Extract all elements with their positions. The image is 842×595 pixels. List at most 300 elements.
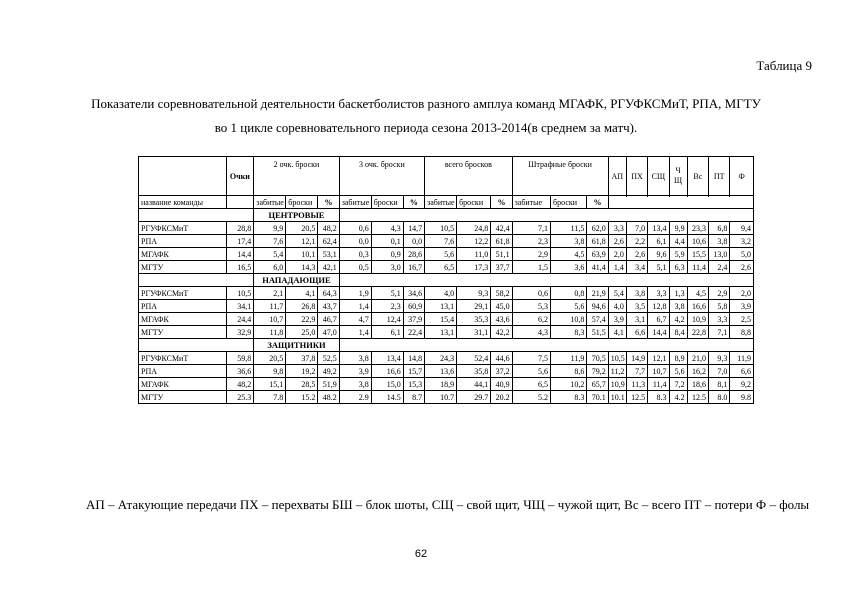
value-cell: 51,9 [318, 378, 339, 391]
caption-line-1: Показатели соревновательной деятельности баскетболистов разного амплуа команд МГАФК, РГУФКСМиТ, РПА, МГТУ [91, 96, 761, 111]
value-cell: 2,0 [608, 248, 626, 261]
value-cell: 6,0 [254, 261, 286, 274]
value-cell: 11,8 [254, 326, 286, 339]
value-cell: 48.2 [318, 391, 339, 404]
value-cell: 12,8 [648, 300, 669, 313]
value-cell: 7.8 [254, 391, 286, 404]
value-cell: 31,1 [457, 326, 491, 339]
table-row [139, 365, 754, 378]
section-header-row [139, 274, 754, 287]
value-cell: 11,7 [254, 300, 286, 313]
subheader-made: забитые [254, 196, 286, 209]
value-cell: 1,4 [339, 300, 371, 313]
value-cell: 10,6 [687, 235, 708, 248]
value-cell: 7,0 [709, 365, 730, 378]
subheader-blank [226, 196, 254, 209]
value-cell: 13,1 [425, 300, 457, 313]
value-cell: 62,4 [318, 235, 339, 248]
value-cell: 7,7 [626, 365, 647, 378]
value-cell: 21,0 [687, 352, 708, 365]
value-cell: 20,5 [286, 222, 318, 235]
value-cell: 48,2 [318, 222, 339, 235]
value-cell: 20,5 [254, 352, 286, 365]
value-cell: 12,1 [648, 352, 669, 365]
value-cell: 20.2 [491, 391, 512, 404]
value-cell: 5,8 [709, 300, 730, 313]
value-cell: 5.2 [512, 391, 550, 404]
value-cell: 7,6 [254, 235, 286, 248]
value-cell: 2,3 [371, 300, 403, 313]
value-cell: 12.5 [626, 391, 647, 404]
value-cell: 59,8 [226, 352, 254, 365]
value-cell: 24,3 [425, 352, 457, 365]
value-cell: 2,9 [512, 248, 550, 261]
table-row [139, 235, 754, 248]
value-cell: 6,6 [730, 365, 754, 378]
value-cell: 3,8 [339, 352, 371, 365]
value-cell: 6,2 [512, 313, 550, 326]
value-cell: 3,2 [730, 235, 754, 248]
value-cell: 36,6 [226, 365, 254, 378]
value-cell: 17,4 [226, 235, 254, 248]
team-name-cell: МГТУ [139, 261, 227, 274]
value-cell: 43,7 [318, 300, 339, 313]
value-cell: 14,8 [403, 352, 424, 365]
value-cell: 57,4 [587, 313, 608, 326]
value-cell: 12,1 [286, 235, 318, 248]
section-header-row [139, 339, 754, 352]
team-name-cell: МГАФК [139, 378, 227, 391]
value-cell: 44,1 [457, 378, 491, 391]
value-cell: 58,2 [491, 287, 512, 300]
value-cell: 16,6 [687, 300, 708, 313]
value-cell: 7,0 [626, 222, 647, 235]
team-name-cell: РПА [139, 235, 227, 248]
value-cell: 46,7 [318, 313, 339, 326]
table-row [139, 378, 754, 391]
value-cell: 3,9 [339, 365, 371, 378]
value-cell: 21,9 [587, 287, 608, 300]
value-cell: 0,8 [551, 287, 587, 300]
value-cell: 2,1 [254, 287, 286, 300]
section-title: ЦЕНТРОВЫЕ [254, 209, 339, 222]
value-cell: 5,4 [608, 287, 626, 300]
value-cell: 9,6 [648, 248, 669, 261]
value-cell: 5,6 [425, 248, 457, 261]
value-cell: 4,0 [425, 287, 457, 300]
header-f: Ф [730, 157, 754, 196]
value-cell: 0,6 [339, 222, 371, 235]
value-cell: 11,4 [648, 378, 669, 391]
value-cell: 63,9 [587, 248, 608, 261]
value-cell: 37,8 [286, 352, 318, 365]
subheader-made: забитые [425, 196, 457, 209]
subheader-att: броски [551, 196, 587, 209]
value-cell: 3,0 [371, 261, 403, 274]
value-cell: 9,8 [254, 365, 286, 378]
value-cell: 52,5 [318, 352, 339, 365]
value-cell: 3,9 [608, 313, 626, 326]
value-cell: 6,1 [648, 235, 669, 248]
value-cell: 8,6 [551, 365, 587, 378]
value-cell: 14,7 [403, 222, 424, 235]
value-cell: 51,5 [587, 326, 608, 339]
value-cell: 7,2 [669, 378, 687, 391]
value-cell: 4,1 [608, 326, 626, 339]
value-cell: 6,6 [626, 326, 647, 339]
value-cell: 60,9 [403, 300, 424, 313]
value-cell: 0,5 [339, 261, 371, 274]
value-cell: 42,1 [318, 261, 339, 274]
value-cell: 61,8 [491, 235, 512, 248]
value-cell: 15,0 [371, 378, 403, 391]
value-cell: 37,9 [403, 313, 424, 326]
value-cell: 3,8 [669, 300, 687, 313]
value-cell: 12,4 [371, 313, 403, 326]
value-cell: 7,6 [425, 235, 457, 248]
page-number: 62 [414, 548, 428, 560]
header-ssh: СЩ [648, 157, 669, 196]
subheader-row [139, 196, 754, 209]
value-cell: 9,3 [709, 352, 730, 365]
team-name-cell: РГУФКСМиТ [139, 222, 227, 235]
value-cell: 24,4 [226, 313, 254, 326]
value-cell: 11,9 [551, 352, 587, 365]
value-cell: 10,2 [551, 378, 587, 391]
table-row [139, 222, 754, 235]
subheader-pct: % [491, 196, 512, 209]
value-cell: 25.3 [226, 391, 254, 404]
value-cell: 22,4 [403, 326, 424, 339]
value-cell: 15,1 [254, 378, 286, 391]
header-ft: Штрафные броски [512, 157, 608, 196]
value-cell: 15.2 [286, 391, 318, 404]
value-cell: 8,9 [669, 352, 687, 365]
value-cell: 7,1 [709, 326, 730, 339]
value-cell: 70.1 [587, 391, 608, 404]
header-3pt: 3 очк. броски [339, 157, 424, 196]
value-cell: 49,2 [318, 365, 339, 378]
value-cell: 48,2 [226, 378, 254, 391]
value-cell: 5,0 [730, 248, 754, 261]
subheader-made: забитые [512, 196, 550, 209]
value-cell: 32,9 [226, 326, 254, 339]
table-row [139, 287, 754, 300]
value-cell: 0,3 [339, 248, 371, 261]
value-cell: 6,5 [425, 261, 457, 274]
value-cell: 2,4 [709, 261, 730, 274]
team-name-cell: МГАФК [139, 248, 227, 261]
value-cell: 10,7 [648, 365, 669, 378]
subheader-pct: % [403, 196, 424, 209]
section-header-row [139, 209, 754, 222]
value-cell: 3,9 [730, 300, 754, 313]
value-cell: 40,9 [491, 378, 512, 391]
value-cell: 79,2 [587, 365, 608, 378]
header-2pt: 2 очк. броски [254, 157, 339, 196]
value-cell: 2,2 [626, 235, 647, 248]
value-cell: 45,0 [491, 300, 512, 313]
value-cell: 16,5 [226, 261, 254, 274]
value-cell: 10,9 [608, 378, 626, 391]
section-blank [139, 209, 254, 222]
value-cell: 8.3 [551, 391, 587, 404]
value-cell: 25,0 [286, 326, 318, 339]
value-cell: 4.2 [669, 391, 687, 404]
value-cell: 2,3 [512, 235, 550, 248]
value-cell: 10,5 [226, 287, 254, 300]
value-cell: 9,3 [457, 287, 491, 300]
value-cell: 0,6 [512, 287, 550, 300]
value-cell: 62,0 [587, 222, 608, 235]
subheader-att: броски [286, 196, 318, 209]
value-cell: 14,4 [226, 248, 254, 261]
value-cell: 18,6 [687, 378, 708, 391]
value-cell: 10,5 [425, 222, 457, 235]
value-cell: 9,2 [730, 378, 754, 391]
value-cell: 13,1 [425, 326, 457, 339]
value-cell: 37,2 [491, 365, 512, 378]
value-cell: 4,2 [669, 313, 687, 326]
value-cell: 19,2 [286, 365, 318, 378]
section-title: ЗАЩИТНИКИ [254, 339, 339, 352]
value-cell: 17,3 [457, 261, 491, 274]
value-cell: 8.3 [648, 391, 669, 404]
value-cell: 24,8 [457, 222, 491, 235]
subheader-att: броски [457, 196, 491, 209]
value-cell: 16,6 [371, 365, 403, 378]
table-row [139, 352, 754, 365]
section-blank [339, 274, 753, 287]
value-cell: 9.8 [730, 391, 754, 404]
value-cell: 10,8 [551, 313, 587, 326]
value-cell: 11,5 [551, 222, 587, 235]
value-cell: 8,3 [551, 326, 587, 339]
value-cell: 61,8 [587, 235, 608, 248]
section-blank [139, 274, 254, 287]
value-cell: 1,4 [339, 326, 371, 339]
value-cell: 10,1 [286, 248, 318, 261]
value-cell: 22,8 [687, 326, 708, 339]
value-cell: 0,0 [339, 235, 371, 248]
value-cell: 11,3 [626, 378, 647, 391]
value-cell: 6,5 [512, 378, 550, 391]
value-cell: 70,5 [587, 352, 608, 365]
value-cell: 29,1 [457, 300, 491, 313]
header-blank [139, 157, 227, 196]
value-cell: 4,5 [551, 248, 587, 261]
value-cell: 6,3 [669, 261, 687, 274]
value-cell: 23,3 [687, 222, 708, 235]
table-row [139, 248, 754, 261]
value-cell: 10,5 [608, 352, 626, 365]
value-cell: 0,0 [403, 235, 424, 248]
section-blank [339, 339, 753, 352]
table-label: Таблица 9 [756, 58, 812, 73]
value-cell: 2,6 [626, 248, 647, 261]
team-name-cell: МГТУ [139, 391, 227, 404]
value-cell: 5,1 [648, 261, 669, 274]
value-cell: 51,1 [491, 248, 512, 261]
value-cell: 2.9 [339, 391, 371, 404]
value-cell: 42,4 [491, 222, 512, 235]
value-cell: 6,1 [371, 326, 403, 339]
value-cell: 14,9 [626, 352, 647, 365]
section-title: НАПАДАЮЩИЕ [254, 274, 339, 287]
value-cell: 3,4 [626, 261, 647, 274]
value-cell: 2,5 [730, 313, 754, 326]
value-cell: 15,7 [403, 365, 424, 378]
value-cell: 12,2 [457, 235, 491, 248]
team-name-cell: РПА [139, 365, 227, 378]
value-cell: 9,9 [669, 222, 687, 235]
value-cell: 1,9 [339, 287, 371, 300]
value-cell: 44,6 [491, 352, 512, 365]
header-pt: ПТ [709, 157, 730, 196]
table-row [139, 261, 754, 274]
table-row [139, 391, 754, 404]
value-cell: 0,1 [371, 235, 403, 248]
value-cell: 28,5 [286, 378, 318, 391]
value-cell: 47,0 [318, 326, 339, 339]
value-cell: 7,5 [512, 352, 550, 365]
value-cell: 5,4 [254, 248, 286, 261]
stats-table [138, 156, 754, 404]
value-cell: 12.5 [687, 391, 708, 404]
value-cell: 11,4 [687, 261, 708, 274]
value-cell: 94,6 [587, 300, 608, 313]
value-cell: 28,6 [403, 248, 424, 261]
table-row [139, 313, 754, 326]
stats-table-container [138, 156, 754, 404]
value-cell: 3,6 [551, 261, 587, 274]
table-row [139, 300, 754, 313]
value-cell: 5,9 [669, 248, 687, 261]
value-cell: 10.7 [425, 391, 457, 404]
value-cell: 9,9 [254, 222, 286, 235]
value-cell: 2,9 [709, 287, 730, 300]
value-cell: 14,3 [286, 261, 318, 274]
value-cell: 4,3 [512, 326, 550, 339]
value-cell: 8,8 [730, 326, 754, 339]
value-cell: 0,9 [371, 248, 403, 261]
value-cell: 2,6 [608, 235, 626, 248]
value-cell: 5,6 [551, 300, 587, 313]
header-vs: Вс [687, 157, 708, 196]
value-cell: 2,0 [730, 287, 754, 300]
section-blank [139, 339, 254, 352]
subheader-att: броски [371, 196, 403, 209]
table-row [139, 326, 754, 339]
team-name-cell: РПА [139, 300, 227, 313]
value-cell: 3,8 [339, 378, 371, 391]
value-cell: 15,4 [425, 313, 457, 326]
value-cell: 10,7 [254, 313, 286, 326]
value-cell: 22,9 [286, 313, 318, 326]
header-ap: АП [608, 157, 626, 196]
value-cell: 35,3 [457, 313, 491, 326]
header-points: Очки [226, 157, 254, 196]
value-cell: 15,3 [403, 378, 424, 391]
value-cell: 8.7 [403, 391, 424, 404]
value-cell: 15,5 [687, 248, 708, 261]
value-cell: 2,6 [730, 261, 754, 274]
value-cell: 4,3 [371, 222, 403, 235]
value-cell: 3,8 [626, 287, 647, 300]
value-cell: 34,6 [403, 287, 424, 300]
value-cell: 16,7 [403, 261, 424, 274]
value-cell: 41,4 [587, 261, 608, 274]
team-name-cell: РГУФКСМиТ [139, 352, 227, 365]
value-cell: 13,4 [648, 222, 669, 235]
value-cell: 3,5 [626, 300, 647, 313]
value-cell: 3,8 [551, 235, 587, 248]
value-cell: 5,6 [512, 365, 550, 378]
value-cell: 7,1 [512, 222, 550, 235]
value-cell: 4,0 [608, 300, 626, 313]
value-cell: 3,1 [626, 313, 647, 326]
footnote: АП – Атакующие передачи ПХ – перехваты БШ – блок шоты, СЩ – свой щит, ЧЩ – чужой щит, Вс – всего ПТ – потери Ф – фолы [86, 497, 810, 512]
value-cell: 65,7 [587, 378, 608, 391]
value-cell: 5,1 [371, 287, 403, 300]
value-cell: 34,1 [226, 300, 254, 313]
header-px: ПХ [626, 157, 647, 196]
team-name-cell: МГАФК [139, 313, 227, 326]
subheader-made: забитые [339, 196, 371, 209]
value-cell: 53,1 [318, 248, 339, 261]
value-cell: 18,9 [425, 378, 457, 391]
value-cell: 52,4 [457, 352, 491, 365]
value-cell: 3,3 [648, 287, 669, 300]
header-chsh: Ч Щ [669, 157, 687, 196]
value-cell: 64,3 [318, 287, 339, 300]
value-cell: 42,2 [491, 326, 512, 339]
value-cell: 4,1 [286, 287, 318, 300]
value-cell: 10,9 [687, 313, 708, 326]
value-cell: 26,8 [286, 300, 318, 313]
value-cell: 8,1 [709, 378, 730, 391]
subheader-pct: % [318, 196, 339, 209]
value-cell: 6,7 [648, 313, 669, 326]
value-cell: 29.7 [457, 391, 491, 404]
value-cell: 16,2 [687, 365, 708, 378]
team-name-cell: РГУФКСМиТ [139, 287, 227, 300]
value-cell: 11,9 [730, 352, 754, 365]
value-cell: 5,6 [669, 365, 687, 378]
subheader-pct: % [587, 196, 608, 209]
value-cell: 14,4 [648, 326, 669, 339]
value-cell: 3,3 [709, 313, 730, 326]
caption-line-2: во 1 цикле соревновательного периода сезона 2013-2014(в среднем за матч). [214, 120, 638, 135]
value-cell: 35,8 [457, 365, 491, 378]
value-cell: 14.5 [371, 391, 403, 404]
value-cell: 1,3 [669, 287, 687, 300]
value-cell: 43,6 [491, 313, 512, 326]
value-cell: 3,3 [608, 222, 626, 235]
value-cell: 10.1 [608, 391, 626, 404]
value-cell: 4,4 [669, 235, 687, 248]
value-cell: 13,6 [425, 365, 457, 378]
subheader-blank [608, 196, 753, 209]
value-cell: 4,5 [687, 287, 708, 300]
section-blank [339, 209, 753, 222]
value-cell: 1,4 [608, 261, 626, 274]
subheader-team_col: название команды [139, 196, 227, 209]
value-cell: 8.0 [709, 391, 730, 404]
value-cell: 8,4 [669, 326, 687, 339]
value-cell: 11,0 [457, 248, 491, 261]
value-cell: 13,0 [709, 248, 730, 261]
